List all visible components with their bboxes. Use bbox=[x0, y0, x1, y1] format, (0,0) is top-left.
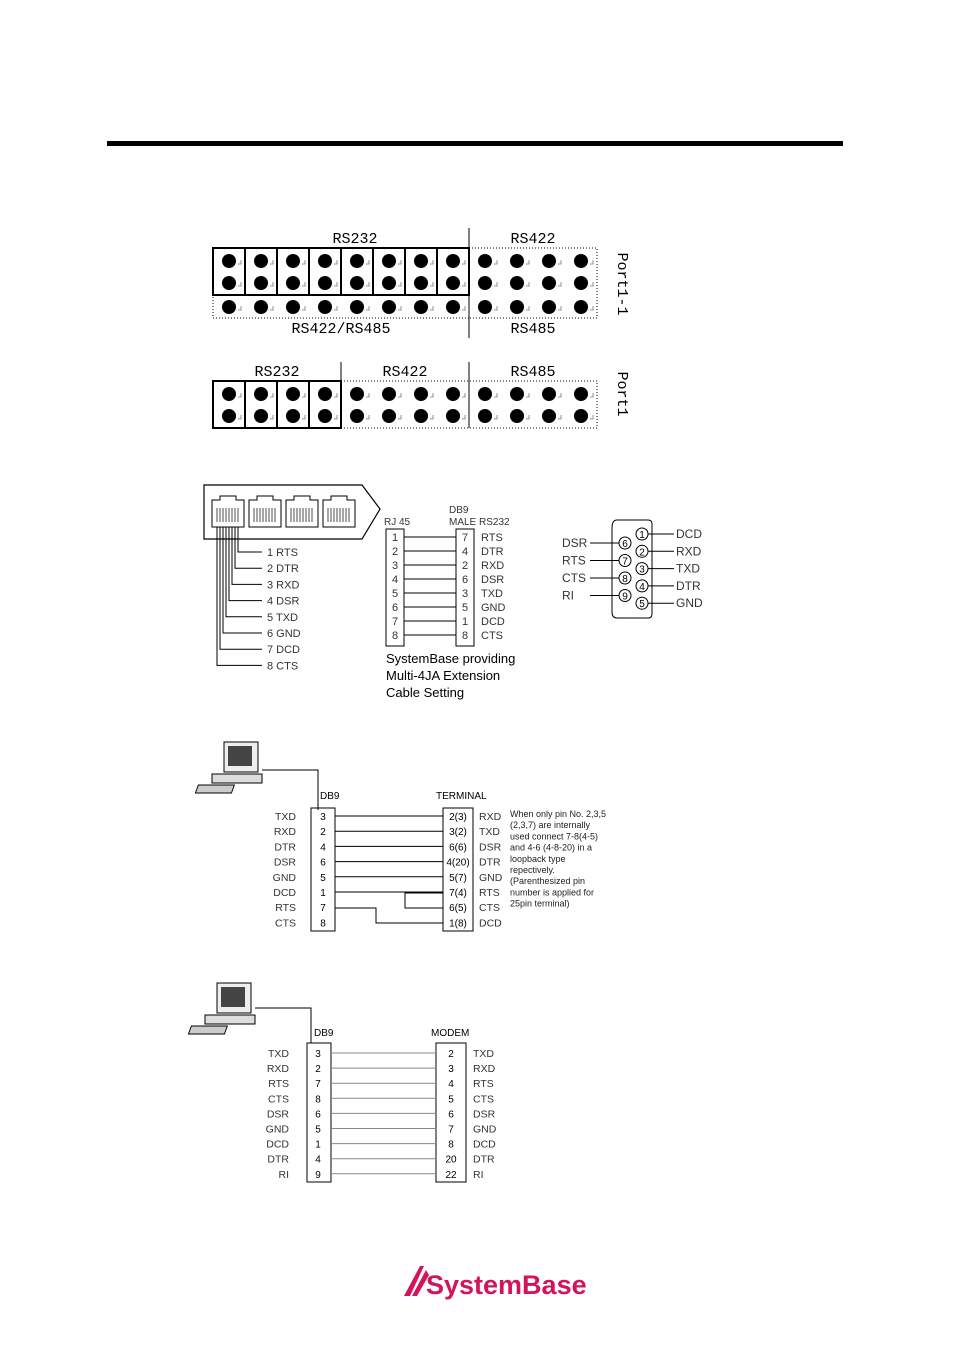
rj45-pin-number: 4 bbox=[391, 574, 399, 586]
db9-pin-number: 5 bbox=[315, 1124, 321, 1136]
db9-pin-number: 4 bbox=[461, 546, 469, 558]
rj45-signal-label: 8 CTS bbox=[267, 660, 299, 673]
db9-pin-number: 1 bbox=[315, 1139, 321, 1151]
db9-pin-number: 3 bbox=[320, 812, 326, 823]
db9-signal-label: DCD bbox=[481, 616, 505, 628]
db9-signal-label: RTS bbox=[268, 1078, 289, 1091]
label-rs422: RS422 bbox=[510, 231, 556, 248]
modem-pin-number: 22 bbox=[445, 1169, 457, 1181]
modem-signal-label: RI bbox=[473, 1168, 484, 1181]
rj45-signal-label: 6 GND bbox=[267, 628, 301, 640]
label-rs232: RS232 bbox=[254, 364, 300, 381]
db9-signal-label: CTS bbox=[481, 630, 503, 642]
modem-pin-number: 5 bbox=[448, 1094, 454, 1106]
db9-signal-label: CTS bbox=[268, 1093, 289, 1106]
db9-pin-number: 1 bbox=[320, 888, 326, 899]
db9-signal-label: GND bbox=[272, 871, 296, 884]
db9-signal-label: TXD bbox=[676, 561, 700, 576]
db9-signal-label: DSR bbox=[273, 856, 296, 869]
modem-signal-label: DSR bbox=[473, 1108, 496, 1121]
modem-pin-number: 20 bbox=[445, 1154, 457, 1166]
terminal-pin-number: 1(8) bbox=[449, 918, 467, 930]
terminal-signal-label: RTS bbox=[479, 887, 500, 899]
db9-pin-number: 8 bbox=[461, 630, 469, 642]
terminal-pin-number: 3(2) bbox=[449, 827, 467, 839]
terminal-signal-label: GND bbox=[479, 871, 503, 884]
rj45-pin-number: 2 bbox=[391, 546, 399, 558]
terminal-signal-label: TXD bbox=[479, 826, 500, 839]
modem-signal-label: TXD bbox=[473, 1048, 494, 1060]
rj45-signal-label: 2 DTR bbox=[267, 563, 299, 576]
terminal-signal-label: CTS bbox=[479, 902, 500, 915]
db9-signal-label: DCD bbox=[266, 1138, 289, 1151]
rj45-signal-label: 1 RTS bbox=[267, 547, 298, 559]
terminal-pin-number: 4(20) bbox=[446, 857, 470, 869]
label-rs485: RS485 bbox=[510, 321, 556, 338]
db9-pin-number: 2 bbox=[320, 827, 326, 839]
svg-text:6: 6 bbox=[622, 539, 628, 550]
db9-signal-label: RTS bbox=[481, 532, 503, 544]
logo-text: SystemBase bbox=[426, 1270, 587, 1300]
caption-line-2: Multi-4JA Extension bbox=[386, 668, 501, 683]
db9-signal-label: GND bbox=[676, 596, 703, 611]
terminal-label: TERMINAL bbox=[436, 791, 487, 802]
db9-signal-label: RI bbox=[278, 1168, 289, 1181]
svg-text:2: 2 bbox=[639, 547, 645, 559]
label-rs232: RS232 bbox=[332, 231, 378, 248]
terminal-signal-label: DSR bbox=[479, 841, 502, 854]
modem-label: MODEM bbox=[431, 1028, 470, 1039]
svg-text:1: 1 bbox=[639, 530, 645, 541]
rj45-pin-number: 7 bbox=[391, 616, 399, 628]
db9-signal-label: DSR bbox=[266, 1108, 289, 1121]
terminal-pin-number: 7(4) bbox=[449, 888, 467, 899]
terminal-pin-number: 2(3) bbox=[449, 812, 467, 823]
rj45-label: RJ 45 bbox=[384, 517, 411, 528]
db9-signal-label: CTS bbox=[275, 917, 296, 930]
rj45-signal-label: 7 DCD bbox=[267, 644, 301, 657]
label-rs422: RS422 bbox=[382, 364, 428, 381]
note-line: loopback type bbox=[510, 853, 566, 864]
db9-signal-label: TXD bbox=[481, 588, 503, 600]
db9-signal-label: DTR bbox=[274, 841, 296, 854]
db9-signal-label: CTS bbox=[562, 571, 586, 585]
svg-text:3: 3 bbox=[639, 564, 645, 576]
db9-signal-label: DTR bbox=[481, 546, 504, 558]
db9-signal-label: RXD bbox=[676, 544, 702, 559]
db9-signal-label: DCD bbox=[273, 887, 296, 899]
note-line: used connect 7-8(4-5) bbox=[510, 831, 599, 842]
db9-pin-number: 6 bbox=[320, 857, 326, 869]
db9-pin-number: 6 bbox=[315, 1109, 321, 1121]
db9-pin-number: 7 bbox=[320, 903, 326, 915]
db9-pin-number: 3 bbox=[315, 1049, 321, 1060]
rj45-pin-number: 5 bbox=[391, 588, 399, 600]
modem-signal-label: DCD bbox=[473, 1138, 496, 1151]
modem-pin-number: 3 bbox=[448, 1064, 454, 1076]
rj45-pin-number: 3 bbox=[391, 560, 399, 572]
label-rs422-rs485: RS422/RS485 bbox=[291, 321, 391, 338]
db9-signal-label: RXD bbox=[273, 826, 296, 839]
db9-signal-label: RTS bbox=[562, 553, 586, 568]
modem-pin-number: 2 bbox=[448, 1049, 454, 1060]
db9-pin-number: 1 bbox=[461, 616, 469, 628]
db9-pin-number: 7 bbox=[461, 532, 469, 544]
db9-pin-number: 4 bbox=[320, 842, 326, 854]
rj45-pin-number: 8 bbox=[391, 630, 399, 642]
note-line: When only pin No. 2,3,5 bbox=[510, 809, 607, 819]
terminal-signal-label: RXD bbox=[479, 811, 502, 823]
rj45-pin-number: 1 bbox=[391, 532, 399, 544]
port-label: Port1-1 bbox=[613, 252, 630, 316]
rj45-signal-label: 5 TXD bbox=[267, 611, 298, 624]
db9-signal-label: DTR bbox=[676, 578, 701, 593]
svg-text:4: 4 bbox=[639, 581, 645, 593]
db9-pin-number: 9 bbox=[315, 1169, 321, 1181]
modem-signal-label: DTR bbox=[473, 1153, 495, 1166]
db9-signal-label: RTS bbox=[275, 902, 296, 915]
db9-pin-number: 2 bbox=[461, 560, 469, 572]
terminal-signal-label: DTR bbox=[479, 856, 501, 869]
caption-line-1: SystemBase providing bbox=[386, 651, 516, 666]
modem-signal-label: CTS bbox=[473, 1093, 494, 1106]
note-line: number is applied for bbox=[510, 887, 595, 898]
svg-text:5: 5 bbox=[639, 599, 645, 611]
svg-text:9: 9 bbox=[622, 591, 628, 603]
db9-signal-label: DTR bbox=[267, 1153, 289, 1166]
modem-pin-number: 4 bbox=[448, 1079, 454, 1091]
terminal-pin-number: 6(6) bbox=[449, 842, 467, 854]
db9-male-label: MALE RS232 bbox=[449, 517, 510, 528]
modem-signal-label: RTS bbox=[473, 1078, 494, 1091]
db9-signal-label: TXD bbox=[275, 811, 296, 823]
rj45-signal-label: 3 RXD bbox=[267, 579, 300, 592]
db9-pin-number: 4 bbox=[315, 1154, 321, 1166]
svg-text:7: 7 bbox=[622, 556, 628, 568]
db9-pin-number: 7 bbox=[315, 1079, 321, 1091]
modem-pin-number: 6 bbox=[448, 1109, 454, 1121]
db9-signal-label: DSR bbox=[562, 536, 588, 550]
db9-signal-label: GND bbox=[481, 602, 506, 614]
modem-pin-number: 7 bbox=[448, 1124, 454, 1136]
db9-signal-label: RXD bbox=[481, 560, 505, 572]
rj45-pin-number: 6 bbox=[391, 602, 399, 614]
db9-pin-number: 2 bbox=[315, 1064, 321, 1076]
caption-line-3: Cable Setting bbox=[386, 685, 465, 700]
modem-signal-label: RXD bbox=[473, 1063, 496, 1076]
db9-signal-label: RI bbox=[562, 588, 574, 603]
svg-text:8: 8 bbox=[622, 574, 628, 585]
note-line: (2,3,7) are internally bbox=[510, 820, 591, 831]
db9-signal-label: RXD bbox=[266, 1063, 289, 1076]
db9-pin-number: 6 bbox=[461, 574, 469, 586]
terminal-signal-label: DCD bbox=[479, 917, 502, 930]
rj45-signal-label: 4 DSR bbox=[267, 595, 300, 608]
label-rs485: RS485 bbox=[510, 364, 556, 381]
db9-signal-label: DCD bbox=[676, 527, 702, 541]
note-line: 25pin terminal) bbox=[510, 898, 570, 909]
db9-pin-number: 5 bbox=[461, 602, 469, 614]
terminal-pin-number: 5(7) bbox=[449, 872, 467, 884]
db9-signal-label: GND bbox=[265, 1123, 289, 1136]
db9-pin-number: 5 bbox=[320, 872, 326, 884]
note-line: and 4-6 (4-8-20) in a bbox=[510, 842, 593, 853]
db9-signal-label: TXD bbox=[268, 1048, 289, 1060]
modem-signal-label: GND bbox=[473, 1123, 497, 1136]
db9-pin-number: 8 bbox=[320, 918, 326, 930]
port-label: Port1 bbox=[613, 371, 630, 417]
note-line: repectively. bbox=[510, 865, 555, 875]
db9-signal-label: DSR bbox=[481, 574, 505, 586]
db9-pin-number: 3 bbox=[461, 588, 469, 600]
db9-label: DB9 bbox=[320, 791, 340, 802]
terminal-pin-number: 6(5) bbox=[449, 903, 467, 915]
db9-pin-number: 8 bbox=[315, 1094, 321, 1106]
db9-label: DB9 bbox=[314, 1028, 334, 1039]
note-line: (Parenthesized pin bbox=[510, 876, 586, 887]
modem-pin-number: 8 bbox=[448, 1139, 454, 1151]
db9-label: DB9 bbox=[449, 505, 469, 516]
